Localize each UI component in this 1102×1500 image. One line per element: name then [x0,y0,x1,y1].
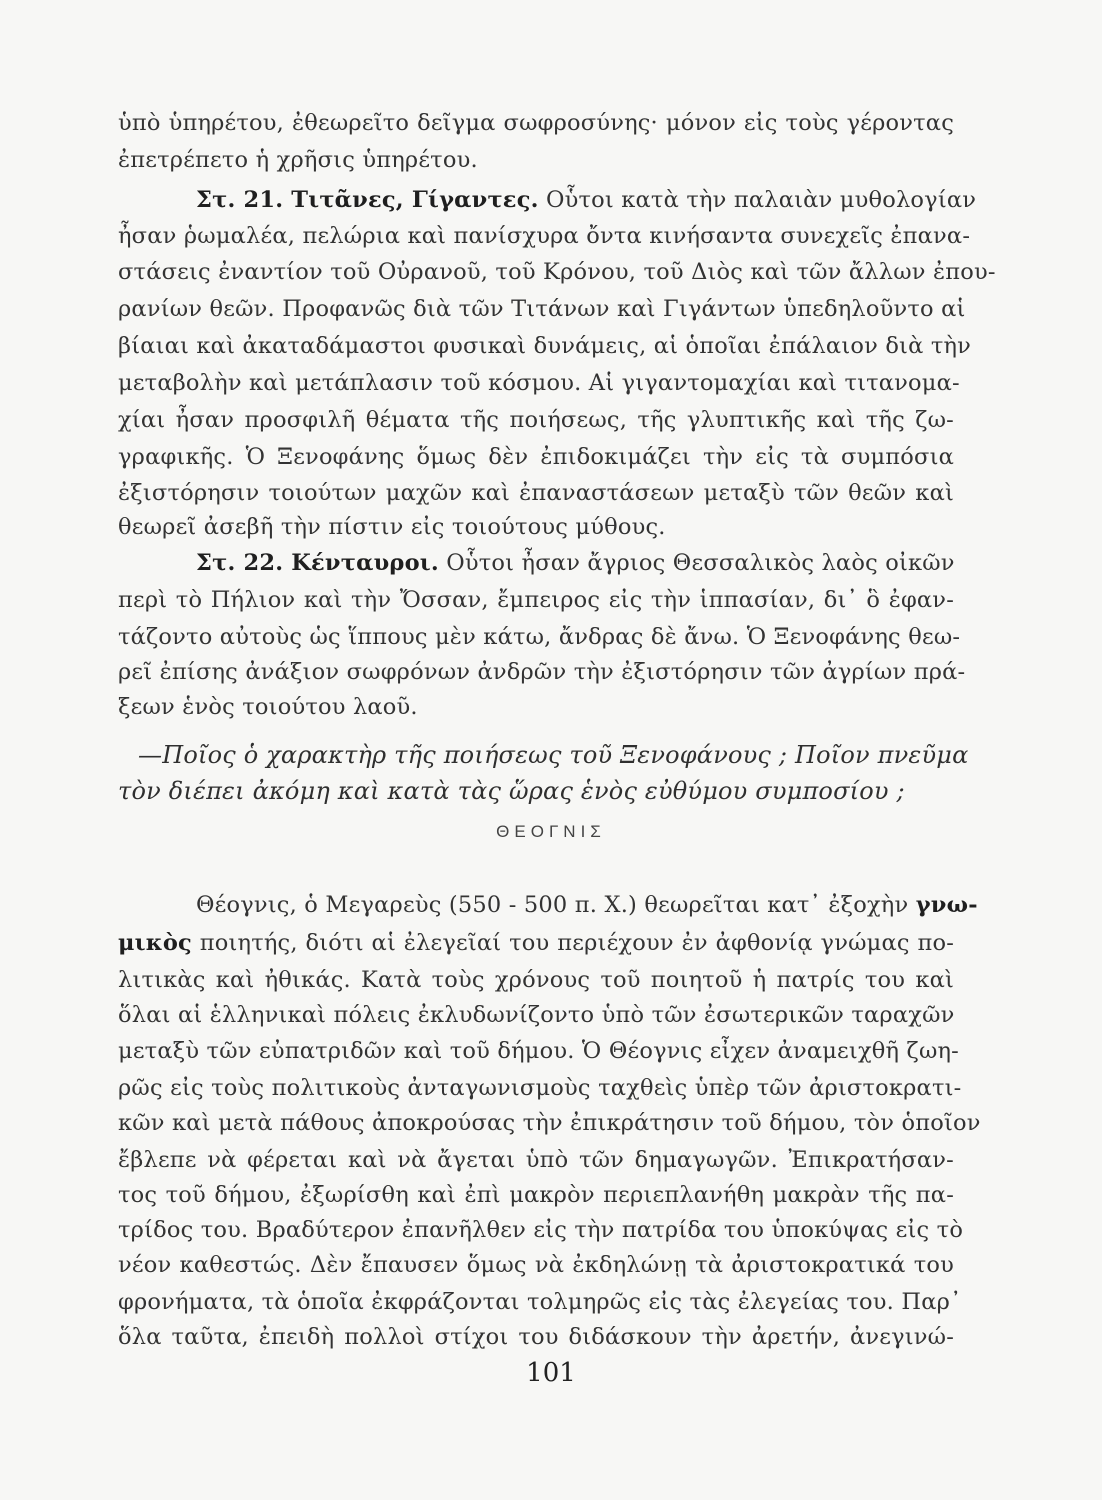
text-line: ρανίων θεῶν. Προφανῶς διὰ τῶν Τιτάνων καὶ Γιγάντων ὑπεδηλοῦντο αἱ [118,296,966,322]
text-line: μεταβολὴν καὶ μετάπλασιν τοῦ κόσμου. Αἱ γιγαντομαχίαι καὶ τιτανομα- [118,370,960,396]
text-span: ποιητής, διότι αἱ ἐλεγεῖαί του περιέχουν ἐν ἀφθονίᾳ γνώμας πο- [199,930,955,956]
text-line: φρονήματα, τὰ ὁποῖα ἐκφράζονται τολμηρῶς εἰς τὰς ἐλεγείας του. Παρ᾽ [118,1289,962,1315]
text-line: ξεων ἑνὸς τοιούτου λαοῦ. [118,694,418,720]
bold-word: γνω- [915,892,978,918]
text-span: Θέογνις, ὁ Μεγαρεὺς (550 - 500 π. Χ.) θεωρεῖται κατ᾽ ἐξοχὴν [196,892,909,918]
text-line: ἐξιστόρησιν τοιούτων μαχῶν καὶ ἐπαναστάσεων μεταξὺ τῶν θεῶν καὶ [118,480,954,506]
text-line: βίαιαι καὶ ἀκαταδάμαστοι φυσικαὶ δυνάμεις, αἱ ὁποῖαι ἐπάλαιον διὰ τὴν [118,333,972,359]
text-line: ἐπετρέπετο ἡ χρῆσις ὑπηρέτου. [118,147,478,173]
section-heading: ΘΕΟΓΝΙΣ [496,822,606,841]
text-line: γραφικῆς. Ὁ Ξενοφάνης ὅμως δὲν ἐπιδοκιμάζει τὴν εἰς τὰ συμπόσια [118,444,954,470]
text-line: ρῶς εἰς τοὺς πολιτικοὺς ἀνταγωνισμοὺς ταχθεὶς ὑπὲρ τῶν ἀριστοκρατι- [118,1075,962,1101]
text-line: τάζοντο αὐτοὺς ὡς ἵππους μὲν κάτω, ἄνδρας δὲ ἄνω. Ὁ Ξενοφάνης θεω- [118,624,961,650]
text-line: μεταξὺ τῶν εὐπατριδῶν καὶ τοῦ δήμου. Ὁ Θέογνις εἶχεν ἀναμειχθῆ ζωη- [118,1038,959,1064]
text-span: Οὗτοι ἦσαν ἄγριος Θεσσαλικὸς λαὸς οἰκῶν [446,550,955,576]
text-line: ρεῖ ἐπίσης ἀνάξιον σωφρόνων ἀνδρῶν τὴν ἐξιστόρησιν τῶν ἀγρίων πρά- [118,659,966,685]
text-line: χίαι ἦσαν προσφιλῆ θέματα τῆς ποιήσεως, τῆς γλυπτικῆς καὶ τῆς ζω- [118,407,954,433]
text-span: Οὗτοι κατὰ τὴν παλαιὰν μυθολογίαν [545,187,977,213]
theognis-second-line [118,928,954,958]
text-line: ἔβλεπε νὰ φέρεται καὶ νὰ ἄγεται ὑπὸ τῶν δημαγωγῶν. Ἐπικρατήσαν- [118,1147,954,1173]
section-22-first-line [118,548,954,578]
section-21-first-line [118,185,977,215]
text-line: ὅλα ταῦτα, ἐπειδὴ πολλοὶ στίχοι του διδάσκουν τὴν ἀρετήν, ἀνεγινώ- [118,1324,954,1350]
text-line: τος τοῦ δήμου, ἐξωρίσθη καὶ ἐπὶ μακρὸν περιεπλανήθη μακρὰν τῆς πα- [118,1182,954,1208]
text-line: λιτικὰς καὶ ἠθικάς. Κατὰ τοὺς χρόνους τοῦ ποιητοῦ ἡ πατρίς του καὶ [118,967,954,993]
text-line: ὅλαι αἱ ἑλληνικαὶ πόλεις ἐκλυδωνίζοντο ὑπὸ τῶν ἐσωτερικῶν ταραχῶν [118,1002,955,1028]
bold-word: μικὸς [118,930,192,956]
page-number: 101 [526,1358,576,1388]
text-line: περὶ τὸ Πήλιον καὶ τὴν Ὄσσαν, ἔμπειρος εἰς τὴν ἱππασίαν, δι᾽ ὃ ἐφαν- [118,587,954,613]
text-line: στάσεις ἐναντίον τοῦ Οὐρανοῦ, τοῦ Κρόνου, τοῦ Διὸς καὶ τῶν ἄλλων ἐπου- [118,259,996,285]
text-line: ὑπὸ ὑπηρέτου, ἐθεωρεῖτο δεῖγμα σωφροσύνης· μόνον εἰς τοὺς γέροντας [118,110,954,136]
text-line: ἦσαν ῥωμαλέα, πελώρια καὶ πανίσχυρα ὄντα κινήσαντα συνεχεῖς ἐπανα- [118,223,971,249]
section-21-label: Στ. 21. Τιτᾶνες, Γίγαντες. [196,187,539,213]
text-line: κῶν καὶ μετὰ πάθους ἀποκρούσας τὴν ἐπικράτησιν τοῦ δήμου, τὸν ὁποῖον [118,1110,981,1136]
theognis-first-line [118,890,978,920]
section-22-label: Στ. 22. Κένταυροι. [196,550,439,576]
question-line: τὸν διέπει ἀκόμη καὶ κατὰ τὰς ὥρας ἑνὸς εὐθύμου συμποσίου ; [118,777,905,805]
text-line: νέον καθεστώς. Δὲν ἔπαυσεν ὅμως νὰ ἐκδηλώνῃ τὰ ἀριστοκρατικά του [118,1252,954,1278]
question-line: —Ποῖος ὁ χαρακτὴρ τῆς ποιήσεως τοῦ Ξενοφάνους ; Ποῖον πνεῦμα [138,741,969,769]
text-line: θεωρεῖ ἀσεβῆ τὴν πίστιν εἰς τοιούτους μύθους. [118,514,666,540]
text-line: τρίδος του. Βραδύτερον ἐπανῆλθεν εἰς τὴν πατρίδα του ὑποκύψας εἰς τὸ [118,1217,964,1243]
